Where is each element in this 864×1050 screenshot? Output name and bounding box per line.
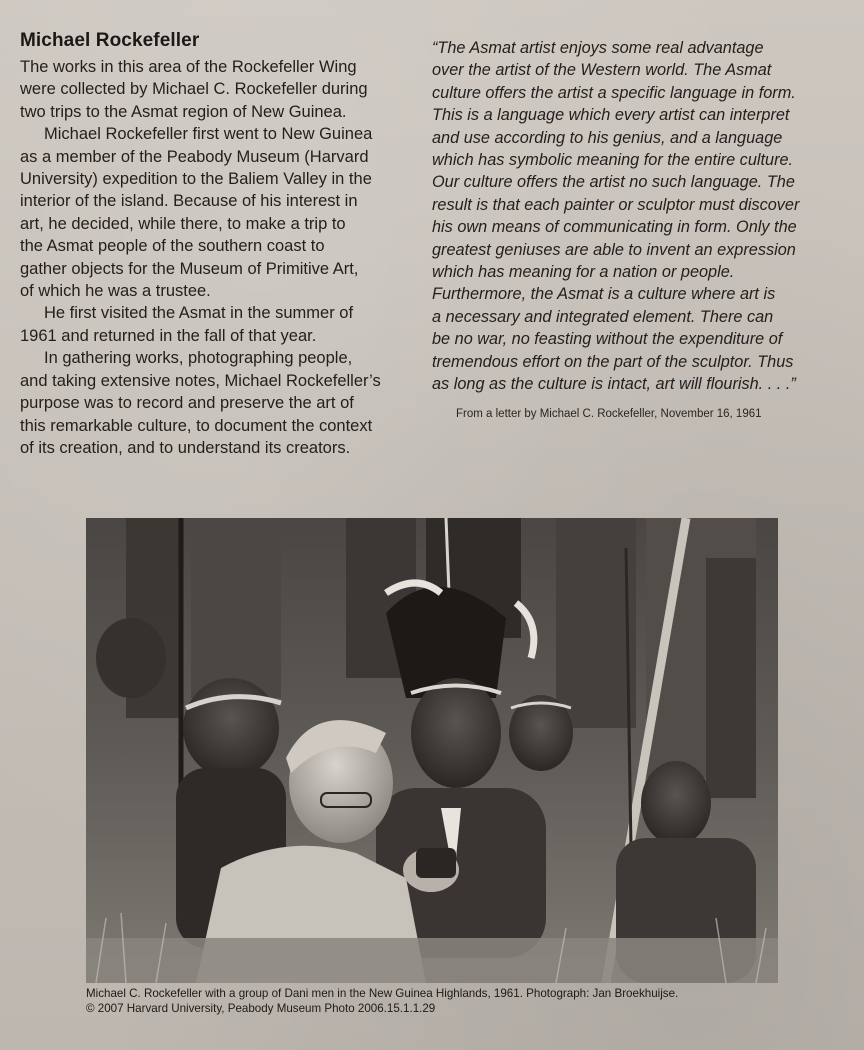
panel-heading: Michael Rockefeller — [20, 30, 200, 51]
quote-line: This is a language which every artist can interpret — [432, 106, 790, 125]
quote-line: Furthermore, the Asmat is a culture where art is — [432, 285, 776, 304]
biography-line: as a member of the Peabody Museum (Harvard — [20, 147, 369, 166]
biography-line: gather objects for the Museum of Primitive Art, — [20, 259, 359, 278]
biography-line: University) expedition to the Baliem Valley in the — [20, 170, 372, 189]
biography-line: The works in this area of the Rockefeller Wing — [20, 58, 357, 76]
quote-line: and use according to his genius, and a language — [432, 128, 783, 147]
quote-line: result is that each painter or sculptor must discover — [432, 195, 800, 214]
quote-line: which has meaning for a nation or people. — [432, 263, 735, 282]
quote-line: tremendous effort on the part of the sculptor. Thus — [432, 352, 794, 371]
caption-line: © 2007 Harvard University, Peabody Museum Photo 2006.15.1.1.29 — [86, 1001, 436, 1015]
caption-line: Michael C. Rockefeller with a group of Dani men in the New Guinea Highlands, 1961. Photograph: Jan Broekhuijse. — [86, 987, 679, 1000]
biography-line: Michael Rockefeller first went to New Guinea — [44, 125, 373, 144]
quote-line: a necessary and integrated element. There can — [432, 307, 774, 326]
quote-text — [432, 37, 844, 396]
biography-line: two trips to the Asmat region of New Guinea. — [20, 102, 347, 121]
biography-line: this remarkable culture, to document the context — [20, 416, 373, 435]
biography-line: were collected by Michael C. Rockefeller during — [20, 80, 368, 99]
quote-line: which has symbolic meaning for the entire culture. — [432, 151, 794, 170]
biography-line: and taking extensive notes, Michael Rockefeller’s — [20, 371, 381, 390]
biography-text — [20, 56, 410, 459]
quote-line: culture offers the artist a specific language in form. — [432, 83, 796, 102]
biography-line: He first visited the Asmat in the summer of — [44, 304, 354, 323]
biography-paragraph — [20, 56, 410, 123]
biography-line: In gathering works, photographing people, — [44, 349, 353, 368]
quote-line: his own means of communicating in form. Only the — [432, 218, 797, 237]
biography-paragraph — [20, 123, 410, 302]
biography-line: art, he decided, while there, to make a trip to — [20, 214, 346, 233]
photo-caption — [86, 987, 806, 1016]
biography-line: of which he was a trustee. — [20, 282, 211, 301]
quote-line: as long as the culture is intact, art will flourish. . . .” — [432, 375, 796, 394]
quote-line: “The Asmat artist enjoys some real advantage — [432, 39, 764, 57]
biography-line: the Asmat people of the southern coast to — [20, 237, 325, 256]
biography-line: of its creation, and to understand its creators. — [20, 438, 351, 457]
quote-line: over the artist of the Western world. The Asmat — [432, 61, 772, 80]
quote-line: greatest geniuses are able to invent an expression — [432, 240, 796, 259]
quote-line: be no war, no feasting without the expenditure of — [432, 330, 783, 349]
biography-line: interior of the island. Because of his interest in — [20, 192, 358, 211]
biography-paragraph — [20, 302, 410, 347]
biography-line: 1961 and returned in the fall of that year. — [20, 326, 317, 345]
quote-column — [432, 37, 844, 421]
biography-paragraph — [20, 347, 410, 459]
biography-line: purpose was to record and preserve the art of — [20, 394, 354, 413]
quote-line: Our culture offers the artist no such language. The — [432, 173, 795, 192]
biography-column — [20, 30, 410, 459]
historical-photograph — [86, 518, 778, 983]
quote-attribution: From a letter by Michael C. Rockefeller, November 16, 1961 — [456, 407, 762, 420]
